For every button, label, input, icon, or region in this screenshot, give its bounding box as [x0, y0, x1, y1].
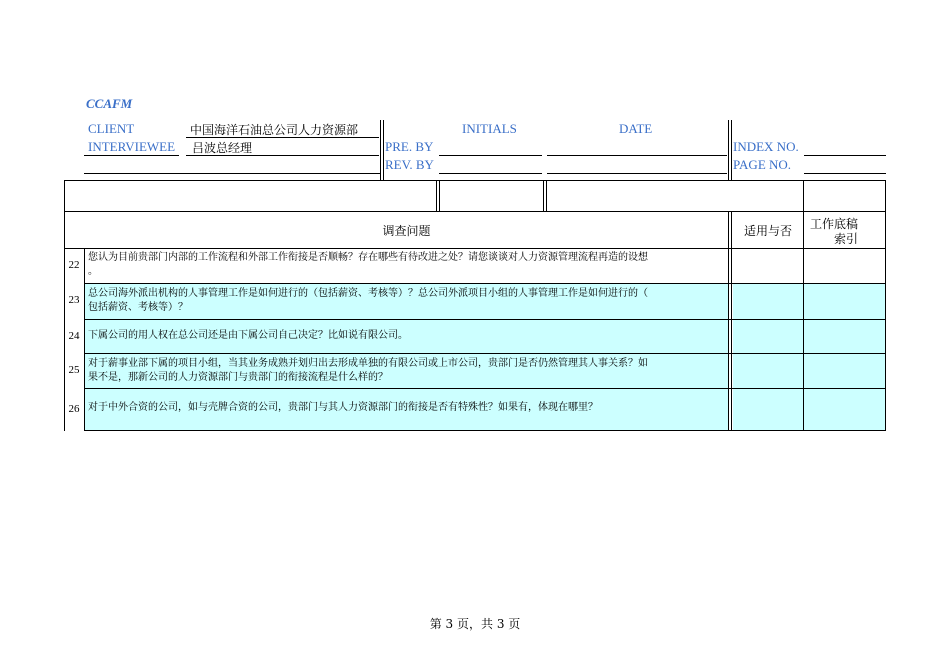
col-header-applicable: 适用与否 — [743, 224, 792, 238]
question-col-left — [84, 248, 85, 431]
row-line-4 — [84, 353, 886, 354]
blank-divider-a — [436, 180, 437, 211]
blank-divider-b — [439, 180, 440, 211]
page-no-line — [804, 173, 886, 174]
index-highlight — [804, 284, 885, 431]
applicable-col-left-a — [728, 211, 729, 431]
interviewee-left-underline — [84, 155, 179, 156]
client-value: 中国海洋石油总公司人力资源部 — [190, 123, 359, 137]
question-text: 总公司海外派出机构的人事管理工作是如何进行的（包括薪资、考核等）？总公司外派项目小组的人事管理工作是如何进行的（ — [88, 288, 648, 299]
row-number: 22 — [68, 259, 80, 271]
pre-by-label: PRE. BY — [385, 139, 434, 154]
header-divider-2a — [728, 120, 729, 180]
blank-divider-d — [546, 180, 547, 211]
rev-by-label: REV. BY — [385, 157, 434, 172]
col-header-question: 调查问题 — [382, 224, 431, 238]
col-header-index-line2: 索引 — [833, 232, 858, 246]
question-text: 对于薪事业部下属的项目小组，当其业务成熟并划归出去形成单独的有限公司或上市公司，贵部门是否仍然管理其人事关系？如 — [88, 358, 648, 369]
rev-by-initials-line — [439, 173, 542, 174]
question-text-cont: 包括薪资、考核等）？ — [88, 302, 188, 313]
applicable-col-left-b — [731, 211, 732, 431]
client-underline — [186, 137, 379, 138]
interviewee-value: 吕波总经理 — [192, 141, 253, 155]
interviewee-underline — [186, 155, 379, 156]
page-no-label: PAGE NO. — [733, 157, 792, 172]
initials-label: INITIALS — [462, 121, 517, 136]
header-divider-1a — [380, 120, 381, 180]
row-line-5 — [84, 388, 886, 389]
question-text: 您认为目前贵部门内部的工作流程和外部工作衔接是否顺畅？存在哪些有待改进之处？请您谈谈对人力资源管理流程再造的设想 — [88, 252, 648, 263]
blank-row-bottom — [64, 211, 886, 212]
blank-row-top — [64, 180, 886, 181]
client-label: CLIENT — [88, 121, 135, 136]
question-text: 下属公司的用人权在总公司还是由下属公司自己决定？比如说有限公司。 — [88, 330, 408, 341]
col-header-index-line1: 工作底稿 — [809, 217, 858, 231]
date-label: DATE — [619, 121, 653, 136]
pre-by-date-line — [547, 155, 727, 156]
rev-by-date-line — [547, 173, 727, 174]
row-line-2 — [84, 283, 886, 284]
question-text-cont: 。 — [88, 266, 98, 277]
question-text: 对于中外合资的公司，如与壳牌合资的公司，贵部门与其人力资源部门的衔接是否有特殊性？如果有，体现在哪里？ — [88, 402, 598, 413]
header-bottom-line — [84, 173, 381, 174]
pre-by-initials-line — [439, 155, 542, 156]
row-number: 24 — [68, 330, 80, 342]
index-no-line — [804, 155, 886, 156]
header-divider-1b — [383, 120, 384, 180]
row-number: 25 — [68, 364, 80, 376]
blank-divider-c — [543, 180, 544, 211]
applicable-highlight — [733, 284, 803, 431]
row-line-3 — [84, 319, 886, 320]
interviewee-label: INTERVIEWEE — [88, 139, 176, 154]
page-footer: 第 3 页，共 3 页 — [429, 617, 521, 631]
row-line-1 — [64, 248, 886, 249]
row-line-6 — [84, 430, 886, 431]
table-right-border — [885, 180, 886, 431]
header-divider-2b — [731, 120, 732, 180]
row-number: 23 — [68, 294, 80, 306]
brand-title: CCAFM — [86, 96, 133, 111]
question-text-cont: 果不是，那新公司的人力资源部门与贵部门的衔接流程是什么样的？ — [88, 372, 388, 383]
index-no-label: INDEX NO. — [733, 139, 799, 154]
table-left-border — [64, 180, 65, 249]
row-number: 26 — [68, 403, 80, 415]
